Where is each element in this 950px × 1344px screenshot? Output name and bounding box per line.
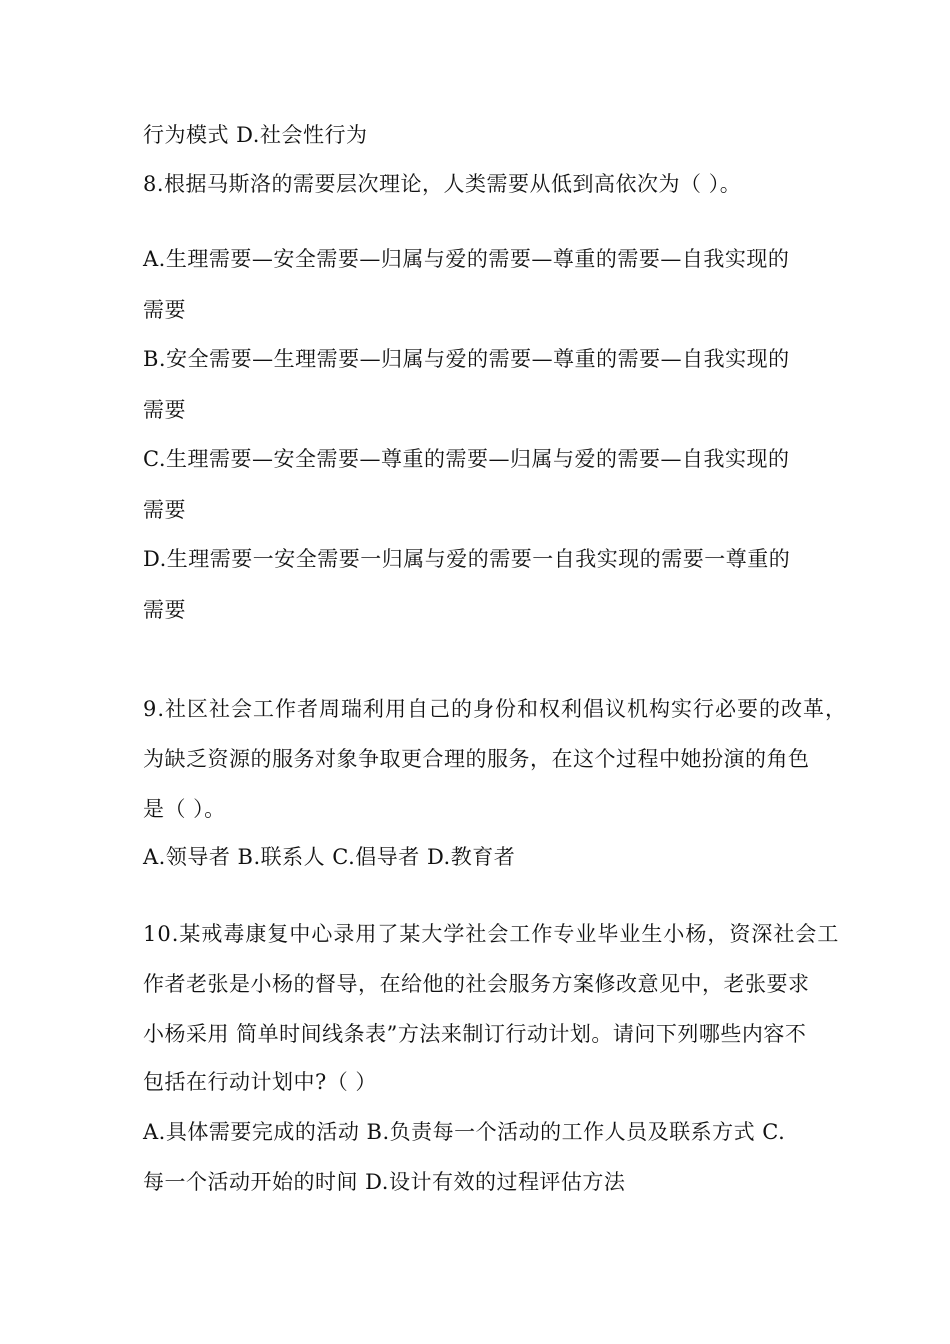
question-8-option-d: D.生理需要一安全需要一归属与爱的需要一自我实现的需要一尊重的: [143, 547, 791, 571]
question-10-stem-line-1: 10.某戒毒康复中心录用了某大学社会工作专业毕业生小杨，资深社会工: [143, 922, 840, 946]
question-10-stem-line-3: 小杨采用 简单时间线条表”方法来制订行动计划。请问下列哪些内容不: [143, 1022, 807, 1046]
question-9-stem-line-2: 为缺乏资源的服务对象争取更合理的服务，在这个过程中她扮演的角色: [143, 747, 810, 771]
question-10-options-line-1: A.具体需要完成的活动 B.负责每一个活动的工作人员及联系方式 C.: [143, 1120, 786, 1144]
question-10-stem-line-2: 作者老张是小杨的督导，在给他的社会服务方案修改意见中，老张要求: [143, 972, 810, 996]
question-9-stem-line-1: 9.社区社会工作者周瑞利用自己的身份和权利倡议机构实行必要的改革，: [143, 697, 848, 721]
question-8-stem: 8.根据马斯洛的需要层次理论，人类需要从低到高依次为（ ）。: [143, 172, 742, 196]
question-10-stem-line-4: 包括在行动计划中?（ ）: [143, 1070, 377, 1094]
question-8-option-c-cont: 需要: [143, 498, 186, 522]
question-9-stem-line-3: 是（ ）。: [143, 797, 226, 821]
question-10-options-line-2: 每一个活动开始的时间 D.设计有效的过程评估方法: [143, 1170, 626, 1194]
question-8-option-c: C.生理需要—安全需要—尊重的需要—归属与爱的需要—自我实现的: [143, 447, 790, 471]
question-8-option-b: B.安全需要—生理需要—归属与爱的需要—尊重的需要—自我实现的: [143, 347, 790, 371]
question-8-option-a: A.生理需要—安全需要—归属与爱的需要—尊重的需要—自我实现的: [143, 247, 790, 271]
question-8-option-a-cont: 需要: [143, 298, 186, 322]
question-8-option-d-cont: 需要: [143, 598, 186, 622]
carryover-options-line: 行为模式 D.社会性行为: [143, 123, 368, 147]
question-9-options: A.领导者 B.联系人 C.倡导者 D.教育者: [143, 845, 516, 869]
question-8-option-b-cont: 需要: [143, 398, 186, 422]
